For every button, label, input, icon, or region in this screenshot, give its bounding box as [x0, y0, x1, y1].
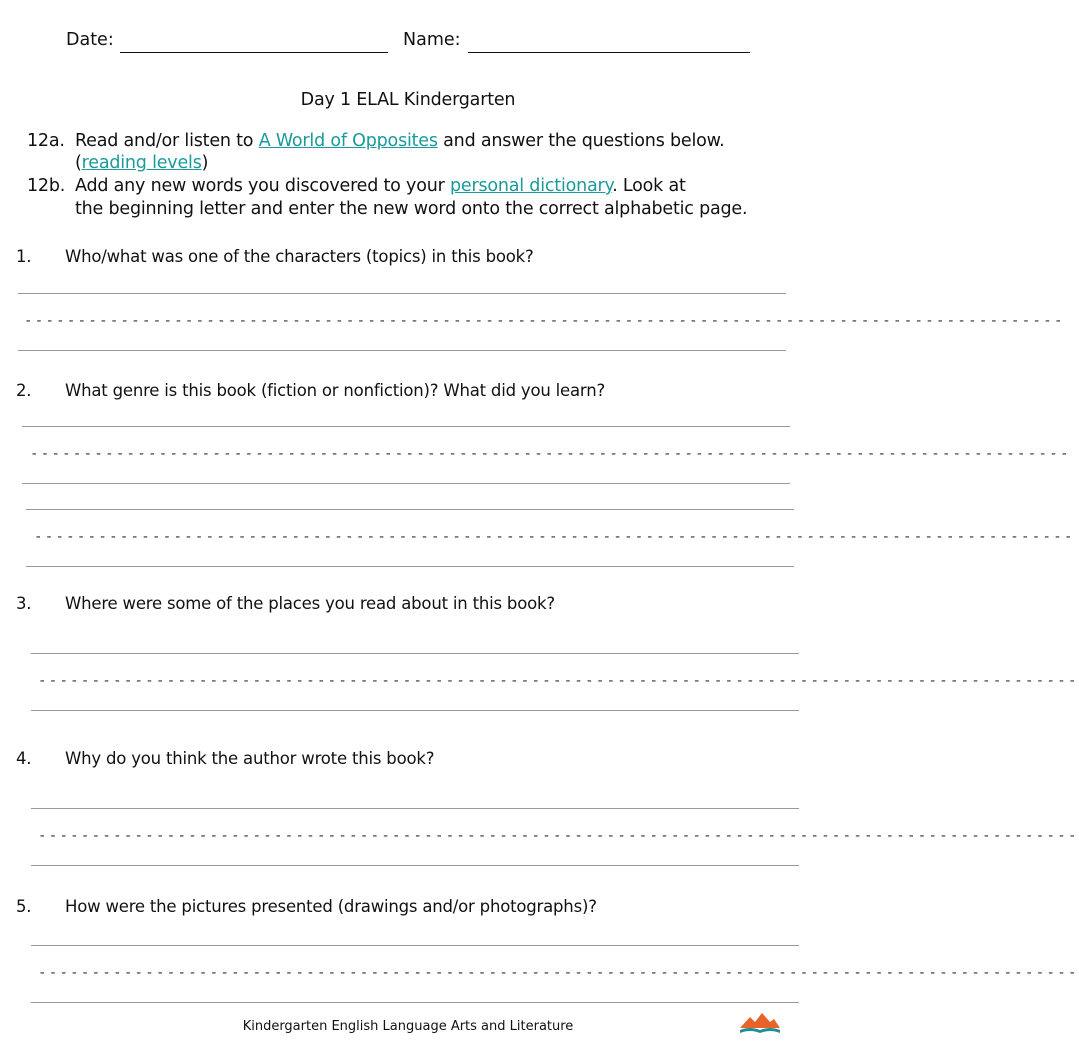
answer-line[interactable] [22, 426, 790, 427]
answer-dashed-line[interactable]: ------------------------------------------------------------------------------------------------- [30, 446, 1071, 462]
page-footer: Kindergarten English Language Arts and Literature [242, 1019, 574, 1034]
instruction-12b-line2: the beginning letter and enter the new word onto the correct alphabetic page. [75, 199, 748, 219]
question-4-number: 4. [16, 749, 32, 768]
instruction-12a-text: Read and/or listen to [75, 131, 259, 151]
answer-dashed-line[interactable]: ------------------------------------------------------------------------------------------------- [24, 313, 1065, 329]
instruction-12b [75, 176, 686, 196]
answer-line[interactable] [18, 350, 786, 351]
answer-line[interactable] [31, 1002, 799, 1003]
paren-close: ) [201, 153, 209, 173]
header-fields [66, 30, 766, 60]
answer-line[interactable] [26, 566, 794, 567]
date-field[interactable] [120, 52, 388, 53]
question-1-text: Who/what was one of the characters (topics) in this book? [65, 247, 534, 266]
instruction-12b-number: 12b. [27, 176, 66, 196]
reading-levels-link[interactable]: reading levels [81, 153, 202, 173]
mountain-book-logo-icon [738, 1008, 782, 1038]
paren-open: ( [75, 153, 82, 173]
question-5-number: 5. [16, 897, 32, 916]
instruction-12a-text-end: and answer the questions below. [437, 131, 725, 151]
question-2-number: 2. [16, 381, 32, 400]
personal-dictionary-link[interactable]: personal dictionary [449, 176, 613, 196]
question-1-number: 1. [16, 247, 32, 266]
date-label: Date: [66, 30, 114, 50]
answer-line[interactable] [31, 808, 799, 809]
answer-line[interactable] [31, 653, 799, 654]
answer-dashed-line[interactable]: ------------------------------------------------------------------------------------------------- [38, 828, 1079, 844]
book-link[interactable]: A World of Opposites [258, 131, 438, 151]
answer-dashed-line[interactable]: ------------------------------------------------------------------------------------------------- [38, 965, 1079, 981]
question-2-text: What genre is this book (fiction or nonfiction)? What did you learn? [65, 381, 606, 400]
answer-line[interactable] [31, 710, 799, 711]
answer-line[interactable] [22, 483, 790, 484]
instruction-12a-number: 12a. [27, 131, 65, 151]
question-4-text: Why do you think the author wrote this book? [65, 749, 435, 768]
instruction-12a-line2 [75, 153, 208, 173]
instruction-12b-text-end: . Look at [612, 176, 686, 196]
page-title: Day 1 ELAL Kindergarten [300, 90, 516, 110]
instruction-12b-text: Add any new words you discovered to your [75, 176, 450, 196]
answer-line[interactable] [31, 945, 799, 946]
question-3-number: 3. [16, 594, 32, 613]
answer-line[interactable] [31, 865, 799, 866]
name-field[interactable] [468, 52, 750, 53]
instruction-12a [75, 131, 725, 151]
question-3-text: Where were some of the places you read about in this book? [65, 594, 555, 613]
answer-dashed-line[interactable]: ------------------------------------------------------------------------------------------------- [34, 529, 1075, 545]
answer-dashed-line[interactable]: ------------------------------------------------------------------------------------------------- [38, 673, 1079, 689]
answer-line[interactable] [18, 293, 786, 294]
name-label: Name: [403, 30, 461, 50]
answer-line[interactable] [26, 509, 794, 510]
question-5-text: How were the pictures presented (drawings and/or photographs)? [65, 897, 597, 916]
